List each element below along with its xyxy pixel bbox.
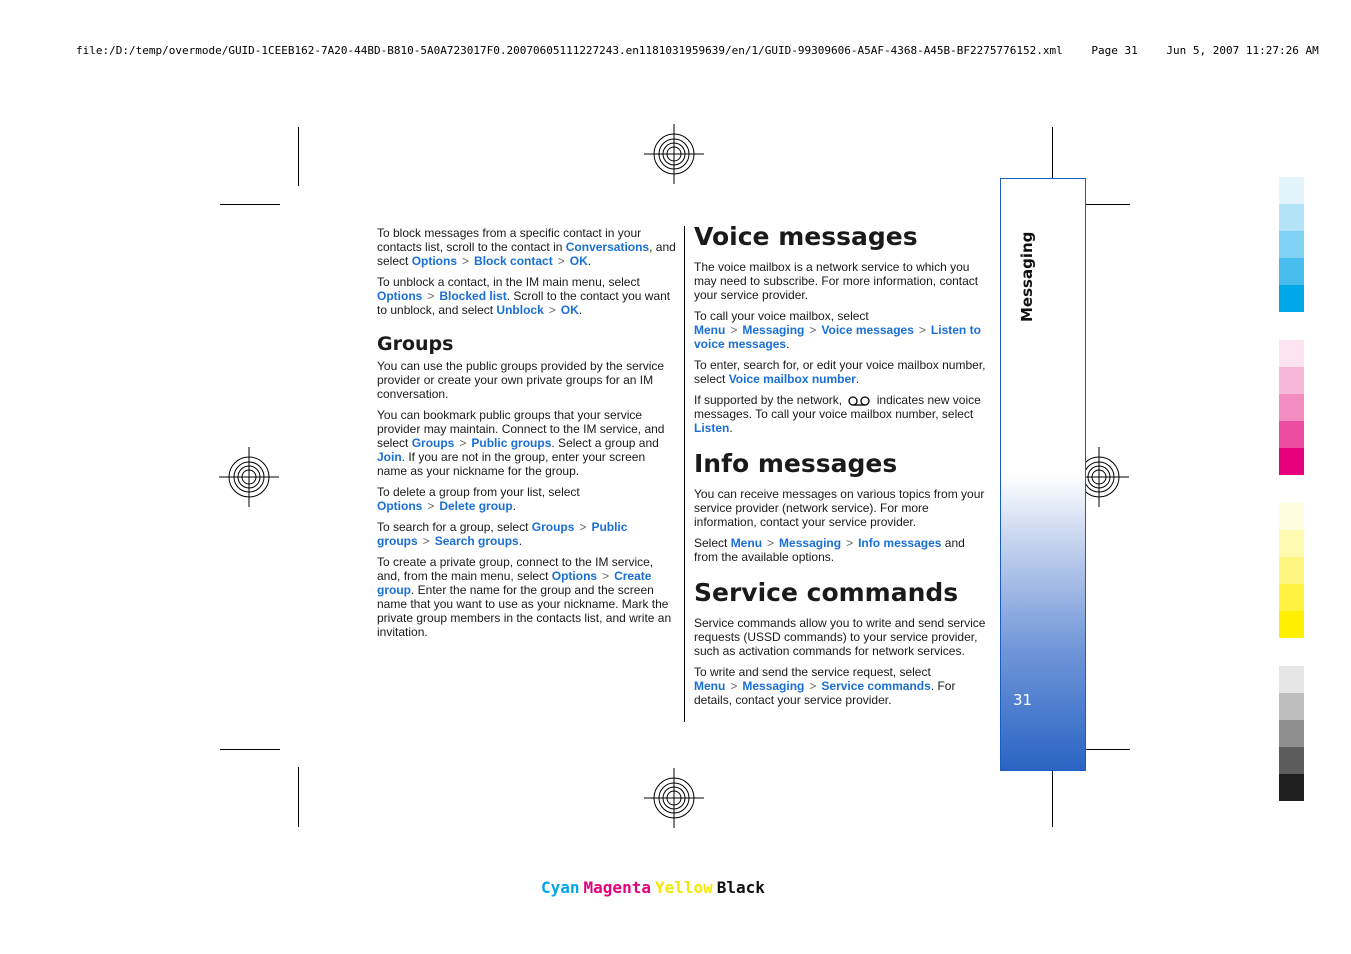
print-datetime: Jun 5, 2007 11:27:26 AM [1166, 44, 1319, 57]
link-conversations[interactable]: Conversations [565, 240, 650, 254]
arrow-icon: > [809, 679, 817, 693]
link-ok[interactable]: OK [560, 303, 579, 317]
paragraph-service-select: To write and send the service request, select Menu > Messaging > Service commands. For details, contact your service provider. [694, 665, 956, 707]
crop-mark [1052, 767, 1053, 827]
link-block-contact[interactable]: Block contact [474, 254, 553, 268]
file-path: file:/D:/temp/overmode/GUID-1CEEB162-7A20-44BD-B810-5A0A723017F0.20070605111227243.en1181031959639/en/1/GUID-99309606-A5AF-4368-A45B-BF2275776152.xml [76, 44, 1063, 57]
arrow-icon: > [730, 323, 738, 337]
arrow-icon: > [422, 534, 430, 548]
registration-mark-icon [219, 447, 279, 507]
link-options[interactable]: Options [551, 569, 598, 583]
link-public-groups[interactable]: Public groups [471, 436, 552, 450]
link-blocked-list[interactable]: Blocked list [439, 289, 507, 303]
color-swatch [1279, 394, 1304, 421]
paragraph-info-intro: You can receive messages on various topics from your service provider (network service). For more information, contact your service provider. [694, 487, 985, 529]
link-create-group[interactable]: Create group [377, 569, 652, 597]
paragraph-service-intro: Service commands allow you to write and send service requests (USSD commands) to your service provider, such as activation commands for network services. [694, 616, 986, 658]
link-unblock[interactable]: Unblock [496, 303, 544, 317]
color-swatch [1279, 666, 1304, 693]
arrow-icon: > [427, 499, 435, 513]
paragraph-unblock-contact: To unblock a contact, in the IM main menu, select Options > Blocked list. Scroll to the contact you want to unblock, and select Unblock > OK. [377, 275, 671, 317]
page-label: Page 31 [1091, 44, 1138, 57]
link-voice-mailbox-number[interactable]: Voice mailbox number [728, 372, 856, 386]
color-swatch [1279, 693, 1304, 720]
paragraph-voicemail-number: To enter, search for, or edit your voice mailbox number, select Voice mailbox number. [694, 358, 986, 386]
arrow-icon: > [918, 323, 926, 337]
link-search-groups[interactable]: Search groups [434, 534, 519, 548]
color-swatch [1279, 720, 1304, 747]
color-swatch [1279, 530, 1304, 557]
arrow-icon: > [579, 520, 587, 534]
arrow-icon: > [602, 569, 610, 583]
cmyk-yellow: Yellow [654, 878, 713, 897]
column-divider [684, 226, 685, 722]
link-menu[interactable]: Menu [694, 323, 726, 337]
link-delete-group[interactable]: Delete group [439, 499, 513, 513]
color-swatch [1279, 747, 1304, 774]
color-swatch [1279, 285, 1304, 312]
cmyk-black: Black [716, 878, 765, 897]
heading-service-commands: Service commands [694, 578, 959, 607]
paragraph-new-voice-indicator: If supported by the network, indicates new voice messages. To call your voice mailbox number, select Listen. [694, 393, 981, 435]
cmyk-cyan: Cyan [541, 878, 580, 897]
link-menu[interactable]: Menu [730, 536, 763, 550]
color-swatch [1279, 340, 1304, 367]
page-number: 31 [1013, 691, 1033, 709]
registration-mark-icon [644, 124, 704, 184]
color-swatch [1279, 204, 1304, 231]
heading-groups: Groups [377, 333, 454, 355]
link-info-messages[interactable]: Info messages [858, 536, 942, 550]
registration-mark-icon [644, 768, 704, 828]
link-options[interactable]: Options [377, 289, 423, 303]
color-swatch [1279, 584, 1304, 611]
link-listen[interactable]: Listen [694, 421, 730, 435]
arrow-icon: > [809, 323, 817, 337]
paragraph-create-group: To create a private group, connect to the IM service, and, from the main menu, select Options > Create group. Enter the name for the group and the screen name that you want to use as your nickname. Mark the private group members in the contacts list, and write an invitation. [377, 555, 672, 639]
crop-mark [298, 767, 299, 827]
link-messaging[interactable]: Messaging [779, 536, 842, 550]
color-swatch [1279, 557, 1304, 584]
cmyk-magenta: Magenta [583, 878, 651, 897]
arrow-icon: > [459, 436, 467, 450]
arrow-icon: > [462, 254, 470, 268]
color-swatch [1279, 448, 1304, 475]
paragraph-groups-intro: You can use the public groups provided by the service provider or create your own private groups for an IM conversation. [377, 359, 665, 401]
chapter-label: Messaging [1018, 231, 1036, 322]
cmyk-label [541, 878, 769, 897]
crop-mark [298, 127, 299, 186]
color-swatch [1279, 611, 1304, 638]
paragraph-info-select: Select Menu > Messaging > Info messages and from the available options. [694, 536, 965, 564]
link-voice-messages[interactable]: Voice messages [821, 323, 914, 337]
color-swatch [1279, 231, 1304, 258]
paragraph-block-contact: To block messages from a specific contact in your contacts list, scroll to the contact in Conversations, and select Options > Block contact > OK. [377, 226, 676, 268]
link-menu[interactable]: Menu [694, 679, 726, 693]
paragraph-search-group: To search for a group, select Groups > Public groups > Search groups. [377, 520, 628, 548]
color-swatch [1279, 421, 1304, 448]
link-groups[interactable]: Groups [531, 520, 575, 534]
link-public-groups[interactable]: Public groups [377, 520, 628, 548]
link-groups[interactable]: Groups [411, 436, 455, 450]
voicemail-icon [848, 395, 870, 407]
right-column [694, 222, 992, 714]
color-swatch [1279, 258, 1304, 285]
link-listen-to-voice-messages[interactable]: Listen to voice messages [694, 323, 981, 351]
color-swatch [1279, 774, 1304, 801]
arrow-icon: > [767, 536, 775, 550]
paragraph-call-voicemail: To call your voice mailbox, select Menu > Messaging > Voice messages > Listen to voice messages. [694, 309, 981, 351]
paragraph-bookmark-groups: You can bookmark public groups that your service provider may maintain. Connect to the IM service, and select Groups > Public groups. Select a group and Join. If you are not in the group, enter your screen name as your nickname for the group. [377, 408, 665, 478]
color-swatch [1279, 367, 1304, 394]
arrow-icon: > [548, 303, 556, 317]
arrow-icon: > [427, 289, 435, 303]
crop-mark [220, 204, 280, 205]
link-ok[interactable]: OK [569, 254, 588, 268]
heading-info-messages: Info messages [694, 449, 898, 478]
paragraph-voice-intro: The voice mailbox is a network service to which you may need to subscribe. For more information, contact your service provider. [694, 260, 979, 302]
color-swatch [1279, 503, 1304, 530]
heading-voice-messages: Voice messages [694, 222, 918, 251]
paragraph-delete-group: To delete a group from your list, select Options > Delete group. [377, 485, 580, 513]
color-swatch [1279, 177, 1304, 204]
link-service-commands[interactable]: Service commands [821, 679, 931, 693]
link-messaging[interactable]: Messaging [742, 323, 805, 337]
print-header [76, 44, 1341, 57]
link-options[interactable]: Options [377, 499, 423, 513]
link-messaging[interactable]: Messaging [742, 679, 805, 693]
arrow-icon: > [730, 679, 738, 693]
link-join[interactable]: Join [377, 450, 402, 464]
arrow-icon: > [557, 254, 565, 268]
link-options[interactable]: Options [411, 254, 458, 268]
left-column [377, 226, 677, 646]
arrow-icon: > [846, 536, 854, 550]
crop-mark [220, 749, 280, 750]
